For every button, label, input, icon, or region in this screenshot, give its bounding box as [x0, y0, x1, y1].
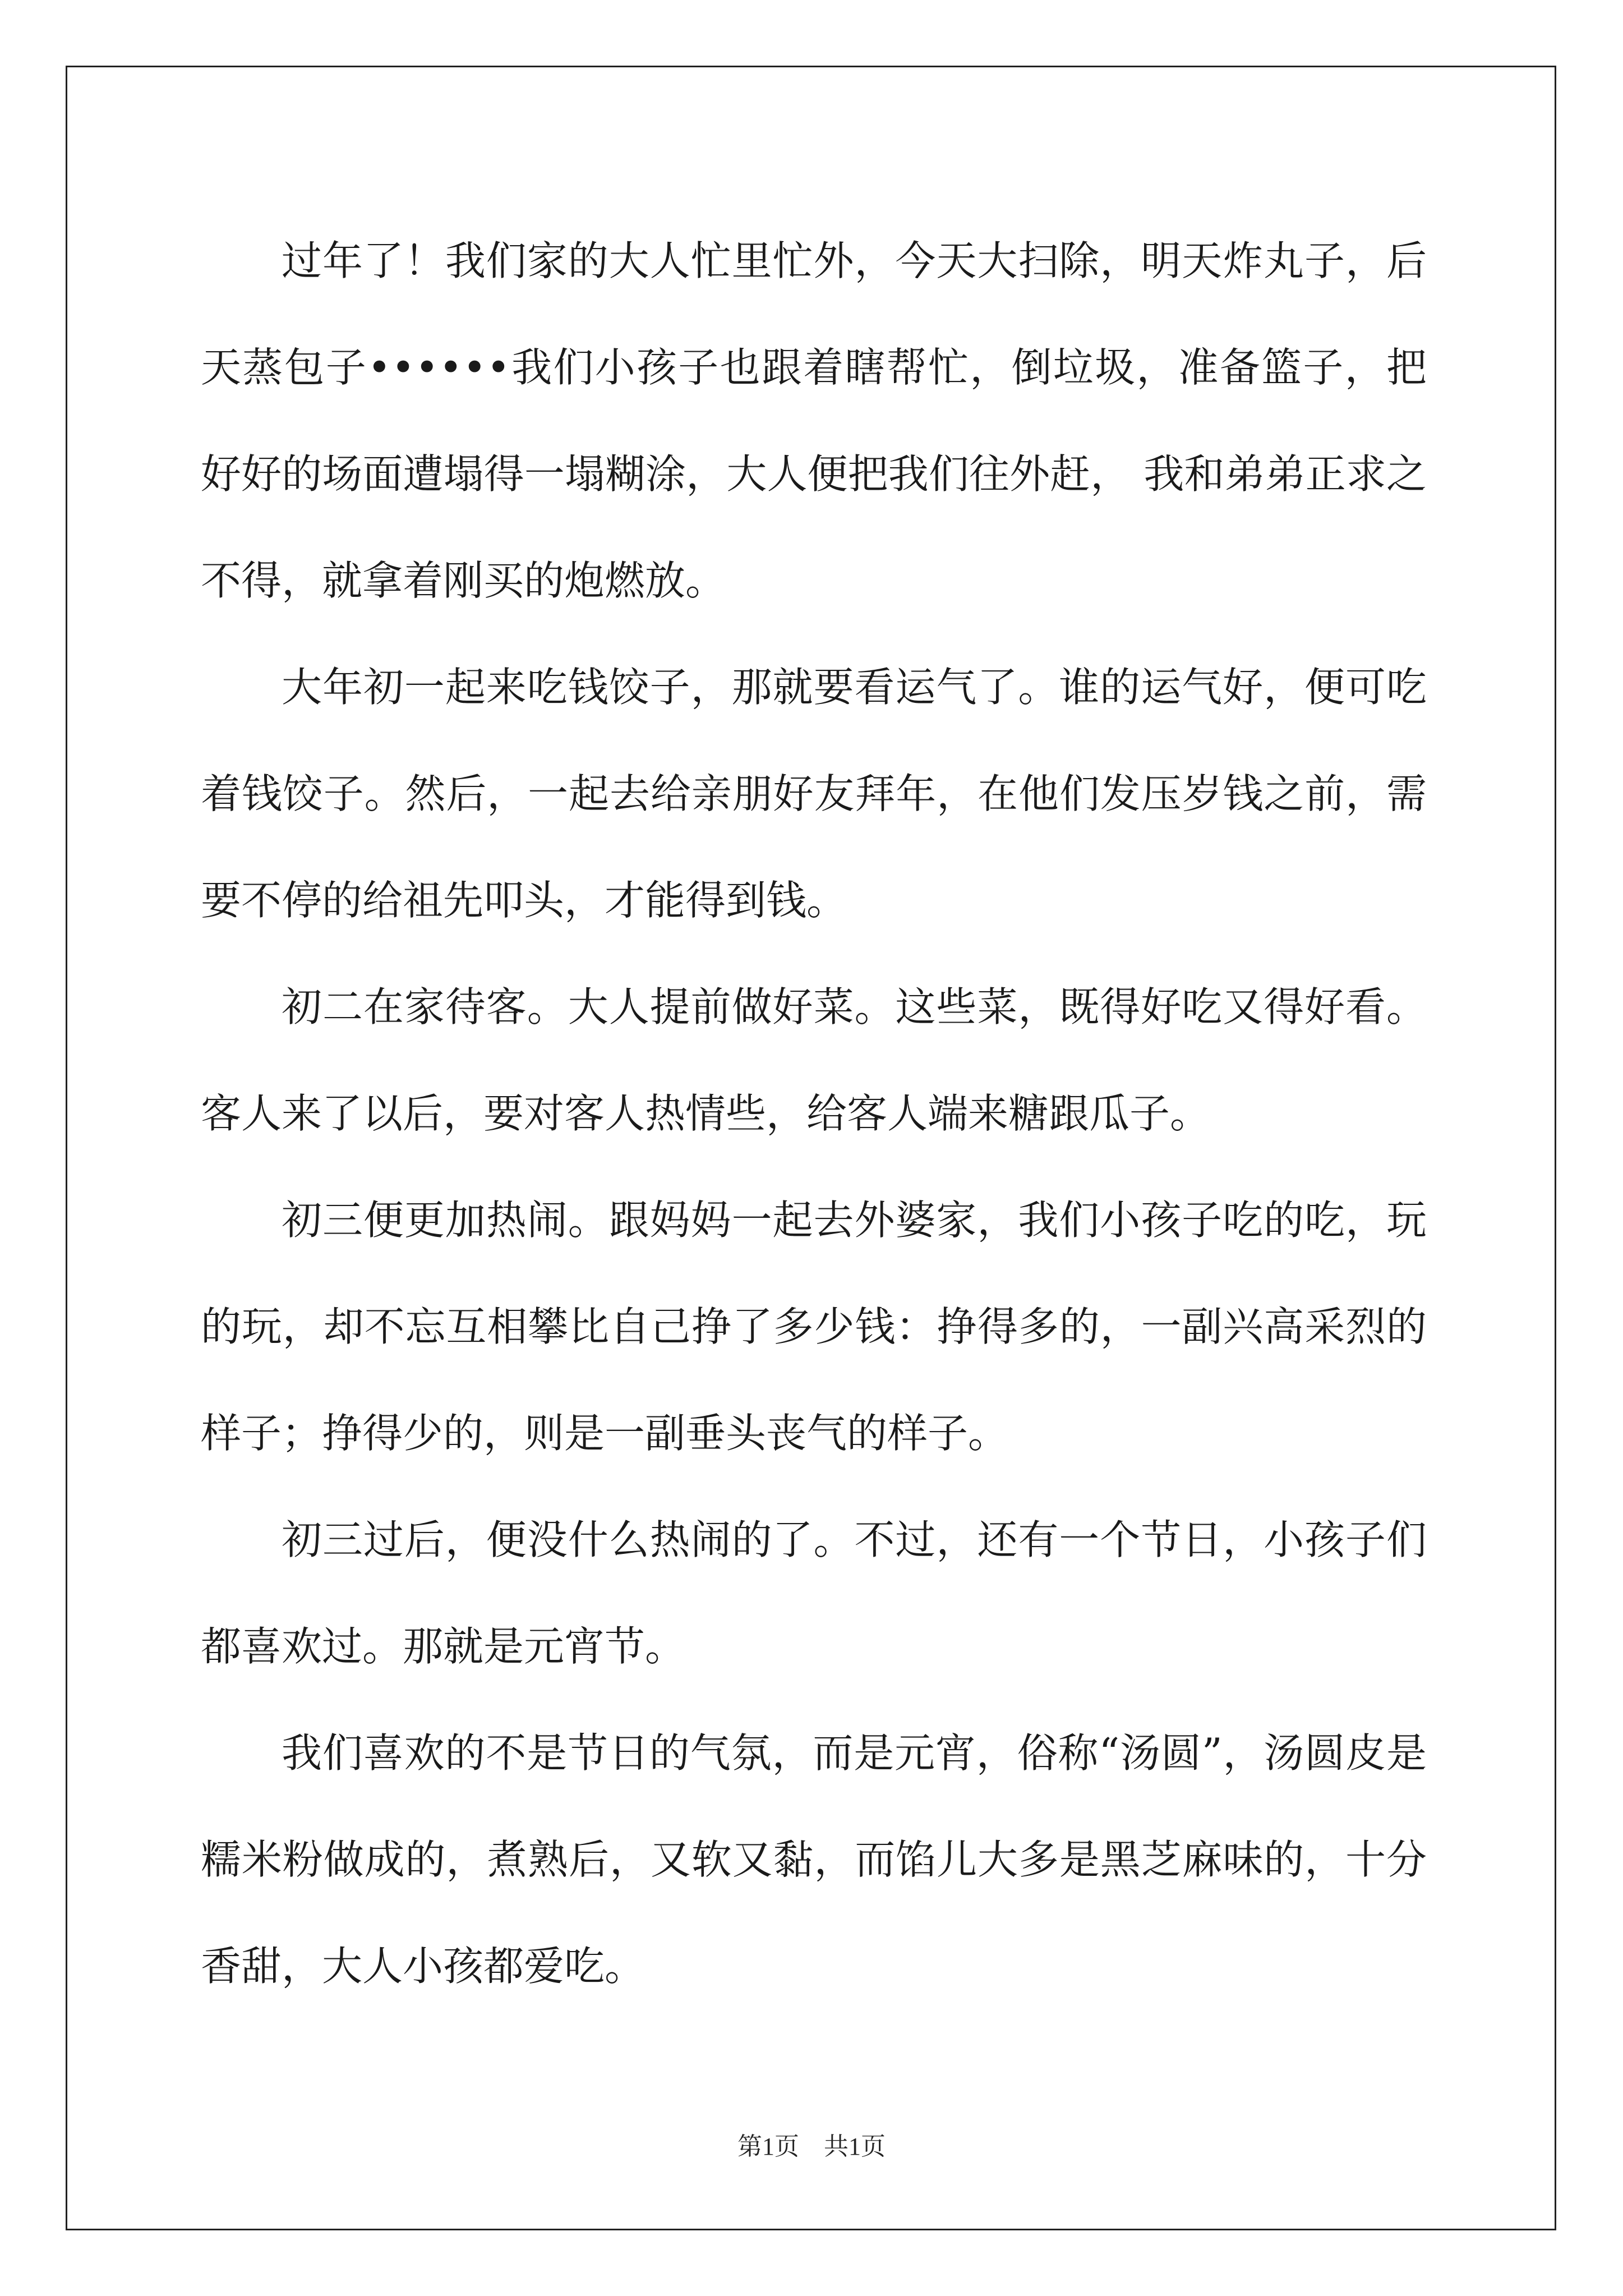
paragraph-5: 初三过后，便没什么热闹的了。不过，还有一个节日，小孩子们都喜欢过。那就是元宵节。 [201, 1516, 1427, 1670]
document-body [201, 208, 1427, 2019]
paragraph-4: 初三便更加热闹。跟妈妈一起去外婆家，我们小孩子吃的吃，玩的玩，却不忘互相攀比自己挣了多少钱：挣得多的，一副兴高采烈的样子；挣得少的，则是一副垂头丧气的样子。 [201, 1197, 1427, 1457]
paragraph-3: 初二在家待客。大人提前做好菜。这些菜，既得好吃又得好看。客人来了以后，要对客人热情些，给客人端来糖跟瓜子。 [201, 983, 1427, 1137]
paragraph-1: 过年了！我们家的大人忙里忙外，今天大扫除，明天炸丸子，后天蒸包子••••••我们小孩子也跟着瞎帮忙，倒垃圾，准备篮子，把好好的场面遭塌得一塌糊涂，大人便把我们往外赶， 我和弟弟正求之不得，就拿着刚买的炮燃放。 [201, 237, 1427, 604]
page-number-footer: 第1页 共1页 [737, 2133, 886, 2160]
paragraph-2: 大年初一起来吃钱饺子，那就要看运气了。谁的运气好，便可吃着钱饺子。然后，一起去给亲朋好友拜年，在他们发压岁钱之前，需要不停的给祖先叩头，才能得到钱。 [201, 664, 1427, 924]
paragraph-6: 我们喜欢的不是节日的气氛，而是元宵，俗称“汤圆”，汤圆皮是糯米粉做成的，煮熟后，又软又黏，而馅儿大多是黑芝麻味的，十分香甜，大人小孩都爱吃。 [201, 1729, 1427, 1990]
